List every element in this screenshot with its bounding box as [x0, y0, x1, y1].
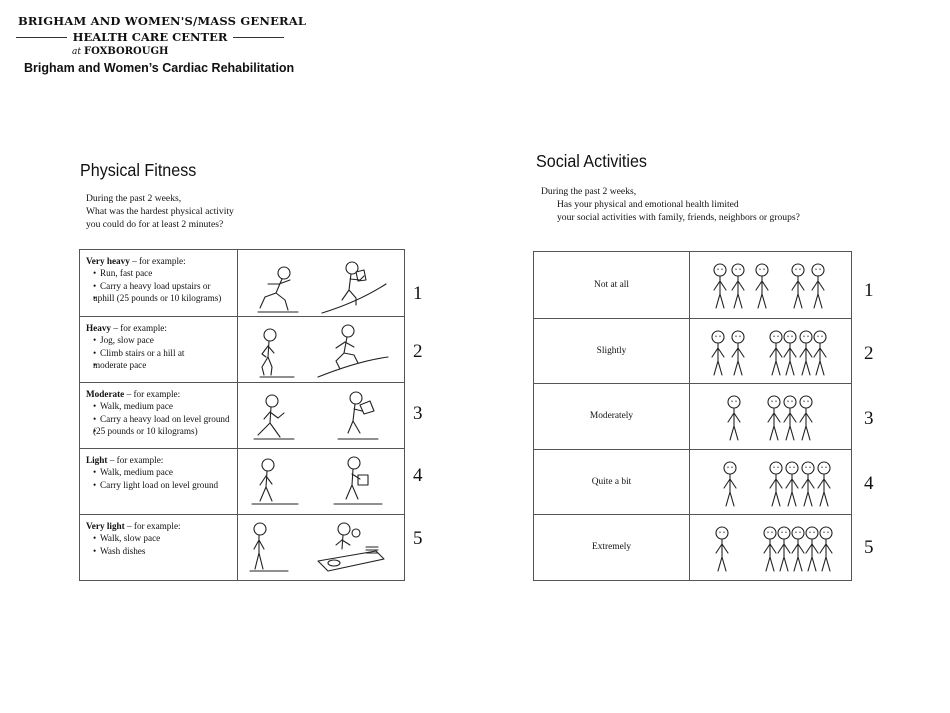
physical-fitness-title: Physical Fitness: [80, 160, 197, 180]
physical-fitness-question: During the past 2 weeks, What was the hardest physical activity you could do for at least 2 minutes?: [86, 193, 234, 230]
person-icon: [712, 331, 724, 375]
person-icon: [778, 527, 790, 571]
person-icon: [728, 396, 740, 440]
fitness-score-4: 4: [413, 465, 423, 486]
clinic-location: at FOXBOROUGH: [72, 46, 169, 57]
fitness-illustration-walking-load: [238, 383, 404, 448]
social-label: Not at all: [534, 252, 690, 318]
social-score-5: 5: [864, 537, 874, 558]
social-activities-table: [533, 251, 852, 581]
fitness-score-2: 2: [413, 341, 423, 362]
person-icon: [716, 527, 728, 571]
fitness-score-3: 3: [413, 403, 423, 424]
clinic-subname: HEALTH CARE CENTER: [16, 30, 284, 44]
fitness-row-very-light: [80, 514, 404, 580]
person-icon: [770, 462, 782, 506]
social-label: Moderately: [534, 384, 690, 449]
person-icon: [812, 264, 824, 308]
people-group-icon: [690, 384, 854, 449]
person-icon: [770, 331, 782, 375]
person-icon: [764, 527, 776, 571]
social-row-not-at-all: [534, 252, 851, 318]
social-illustration-group: [690, 252, 851, 318]
person-icon: [786, 462, 798, 506]
social-activities-question: During the past 2 weeks, Has your physical and emotional health limited your social activities with family, friends, neighbors or groups?: [541, 186, 800, 223]
person-icon: [724, 462, 736, 506]
person-icon: [800, 396, 812, 440]
people-group-icon: [690, 319, 854, 384]
person-icon: [732, 264, 744, 308]
social-score-1: 1: [864, 280, 874, 301]
person-icon: [792, 264, 804, 308]
people-group-icon: [690, 252, 854, 317]
social-illustration-group: [690, 450, 851, 515]
fitness-score-5: 5: [413, 528, 423, 549]
social-score-2: 2: [864, 343, 874, 364]
fitness-description: Heavy – for example: • Jog, slow pace • Climb stairs or a hill at • moderate pace: [80, 317, 238, 382]
fitness-description: Light – for example: • Walk, medium pace • Carry light load on level ground: [80, 449, 238, 514]
person-icon: [820, 527, 832, 571]
social-activities-title: Social Activities: [536, 151, 647, 171]
fitness-description: Very heavy – for example: • Run, fast pace • Carry a heavy load upstairs or • uphill (25 pounds or 10 kilograms): [80, 250, 238, 316]
social-label: Slightly: [534, 319, 690, 384]
physical-fitness-table: [79, 249, 405, 581]
person-icon: [806, 527, 818, 571]
clinic-name: BRIGHAM AND WOMEN'S/MASS GENERAL: [18, 14, 307, 28]
social-illustration-group: [690, 319, 851, 384]
person-icon: [714, 264, 726, 308]
person-icon: [784, 396, 796, 440]
social-score-3: 3: [864, 408, 874, 429]
people-group-icon: [690, 450, 854, 515]
person-icon: [732, 331, 744, 375]
social-label: Quite a bit: [534, 450, 690, 515]
fitness-row-very-heavy: [80, 250, 404, 316]
fitness-illustration-walking-light: [238, 449, 404, 514]
social-row-quite-a-bit: [534, 449, 851, 515]
social-row-moderately: [534, 383, 851, 449]
social-label: Extremely: [534, 515, 690, 580]
person-icon: [768, 396, 780, 440]
social-row-slightly: [534, 318, 851, 384]
social-row-extremely: [534, 514, 851, 580]
fitness-description: Moderate – for example: • Walk, medium pace • Carry a heavy load on level ground • (25 pounds or 10 kilograms): [80, 383, 238, 448]
social-score-4: 4: [864, 473, 874, 494]
people-group-icon: [690, 515, 854, 580]
fitness-row-moderate: [80, 382, 404, 448]
social-illustration-group: [690, 384, 851, 449]
person-icon: [800, 331, 812, 375]
person-icon: [814, 331, 826, 375]
program-title: Brigham and Women’s Cardiac Rehabilitation: [24, 61, 295, 75]
fitness-illustration-jogging: [238, 317, 404, 382]
person-icon: [756, 264, 768, 308]
fitness-illustration-running: [238, 250, 404, 316]
fitness-row-light: [80, 448, 404, 514]
person-icon: [802, 462, 814, 506]
person-icon: [818, 462, 830, 506]
fitness-description: Very light – for example: • Walk, slow pace • Wash dishes: [80, 515, 238, 580]
fitness-score-1: 1: [413, 283, 423, 304]
fitness-row-heavy: [80, 316, 404, 382]
person-icon: [792, 527, 804, 571]
social-illustration-group: [690, 515, 851, 580]
fitness-illustration-washing-dishes: [238, 515, 404, 580]
person-icon: [784, 331, 796, 375]
